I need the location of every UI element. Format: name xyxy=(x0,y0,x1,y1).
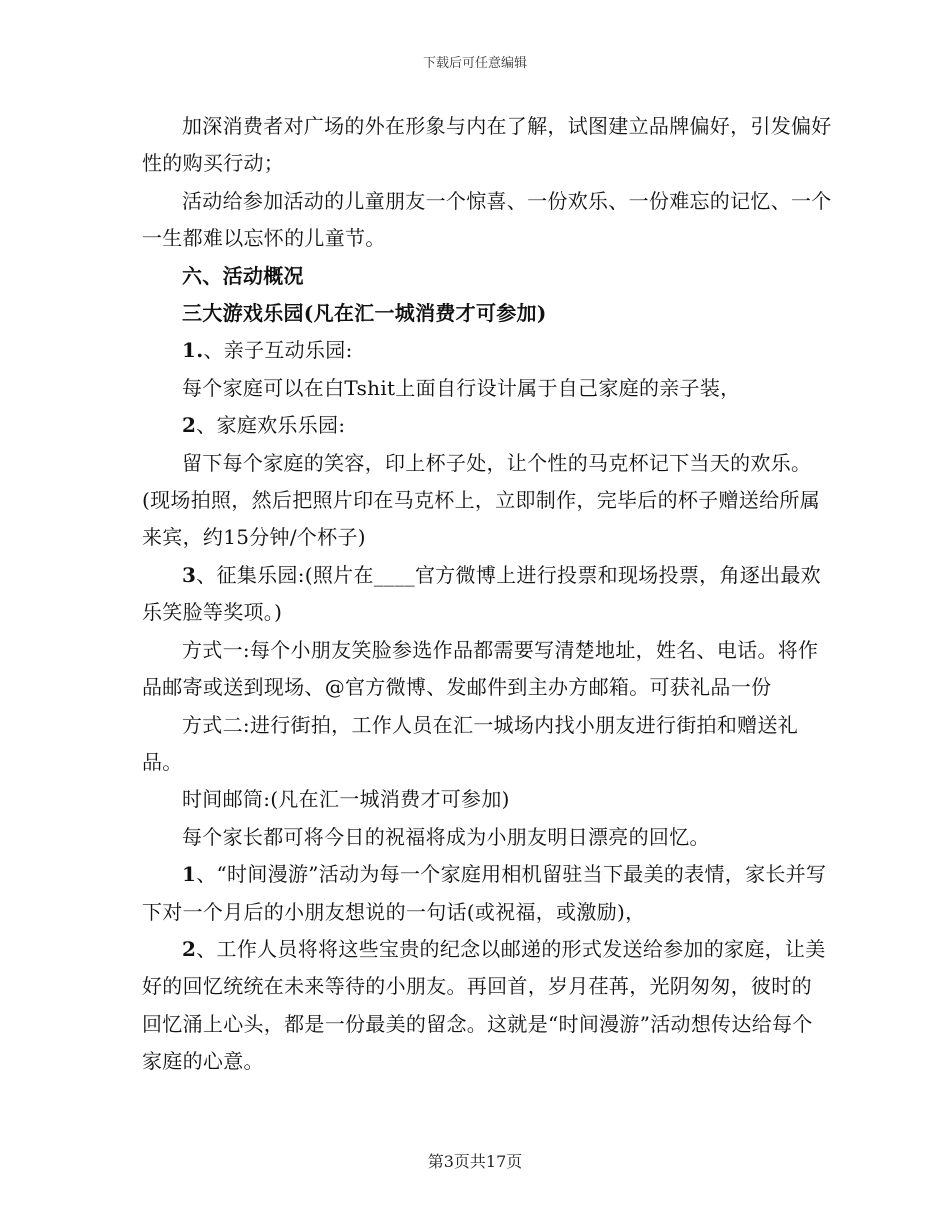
paragraph-tshirt-design: 每个家庭可以在白Tshit上面自行设计属于自己家庭的亲子装， xyxy=(182,375,741,400)
list-item-family-park xyxy=(142,407,832,444)
page-header: 下载后可任意编辑 xyxy=(422,56,527,71)
paragraph-time-mailbox: 时间邮筒:(凡在汇一城消费才可参加) xyxy=(182,787,510,812)
paragraph-method-one: 方式一:每个小朋友笑脸参选作品都需要写清楚地址，姓名、电话。将作品邮寄或送到现场、@官方微博、发邮件到主办方邮箱。可获礼品一份 xyxy=(142,637,819,700)
paragraph-brand-preference: 加深消费者对广场的外在形象与内在了解，试图建立品牌偏好，引发偏好性的购买行动； xyxy=(142,114,832,176)
list-item-label: 、工作人员将将这些宝贵的纪念以邮递的形式发送给参加的家庭，让美好的回忆统统在未来等待的小朋友。再回首，岁月荏苒，光阴匆匆，彼时的回忆涌上心头，都是一份最美的留念。这就是“时间漫游”活动想传达给每个家庭的心意。 xyxy=(142,936,826,1074)
list-item-time-roaming xyxy=(142,856,832,931)
list-item-collection-park xyxy=(142,557,832,632)
list-item-label: 、家庭欢乐乐园: xyxy=(196,413,346,438)
paragraph-children-surprise: 活动给参加活动的儿童朋友一个惊喜、一份欢乐、一份难忘的记忆、一个一生都难以忘怀的儿童节。 xyxy=(142,188,832,251)
list-item-staff-mailing xyxy=(142,931,832,1081)
section-heading-activity-overview: 六、活动概况 xyxy=(182,263,304,288)
list-number: 2 xyxy=(182,936,197,961)
list-item-parent-child-park xyxy=(142,332,832,369)
list-item-label: 、“时间漫游”活动为每一个家庭用相机留驻当下最美的表情，家长并写下对一个月后的小朋友想说的一句话(或祝福，或激励)， xyxy=(142,862,827,924)
paragraph-parents-wishes: 每个家长都可将今日的祝福将成为小朋友明日漂亮的回忆。 xyxy=(182,824,710,849)
document-body xyxy=(142,108,832,1081)
list-number: 1 xyxy=(182,862,197,887)
list-item-label: 、亲子互动乐园: xyxy=(203,338,353,363)
page-footer: 第3页共17页 xyxy=(427,1152,523,1171)
list-number: 2 xyxy=(182,413,197,438)
list-item-label: 、征集乐园:(照片在____官方微博上进行投票和现场投票，角逐出最欢乐笑脸等奖项。) xyxy=(142,562,821,625)
paragraph-method-two: 方式二:进行街拍，工作人员在汇一城场内找小朋友进行街拍和赠送礼品。 xyxy=(142,712,799,774)
paragraph-mug-photo: 留下每个家庭的笑容，印上杯子处，让个性的马克杯记下当天的欢乐。(现场拍照，然后把照片印在马克杯上，立即制作，完毕后的杯子赠送给所属来宾，约15分钟/个杯子) xyxy=(142,450,821,550)
list-number: 1. xyxy=(182,338,204,363)
subheading-three-parks: 三大游戏乐园(凡在汇一城消费才可参加) xyxy=(182,301,547,326)
list-number: 3 xyxy=(182,562,197,587)
